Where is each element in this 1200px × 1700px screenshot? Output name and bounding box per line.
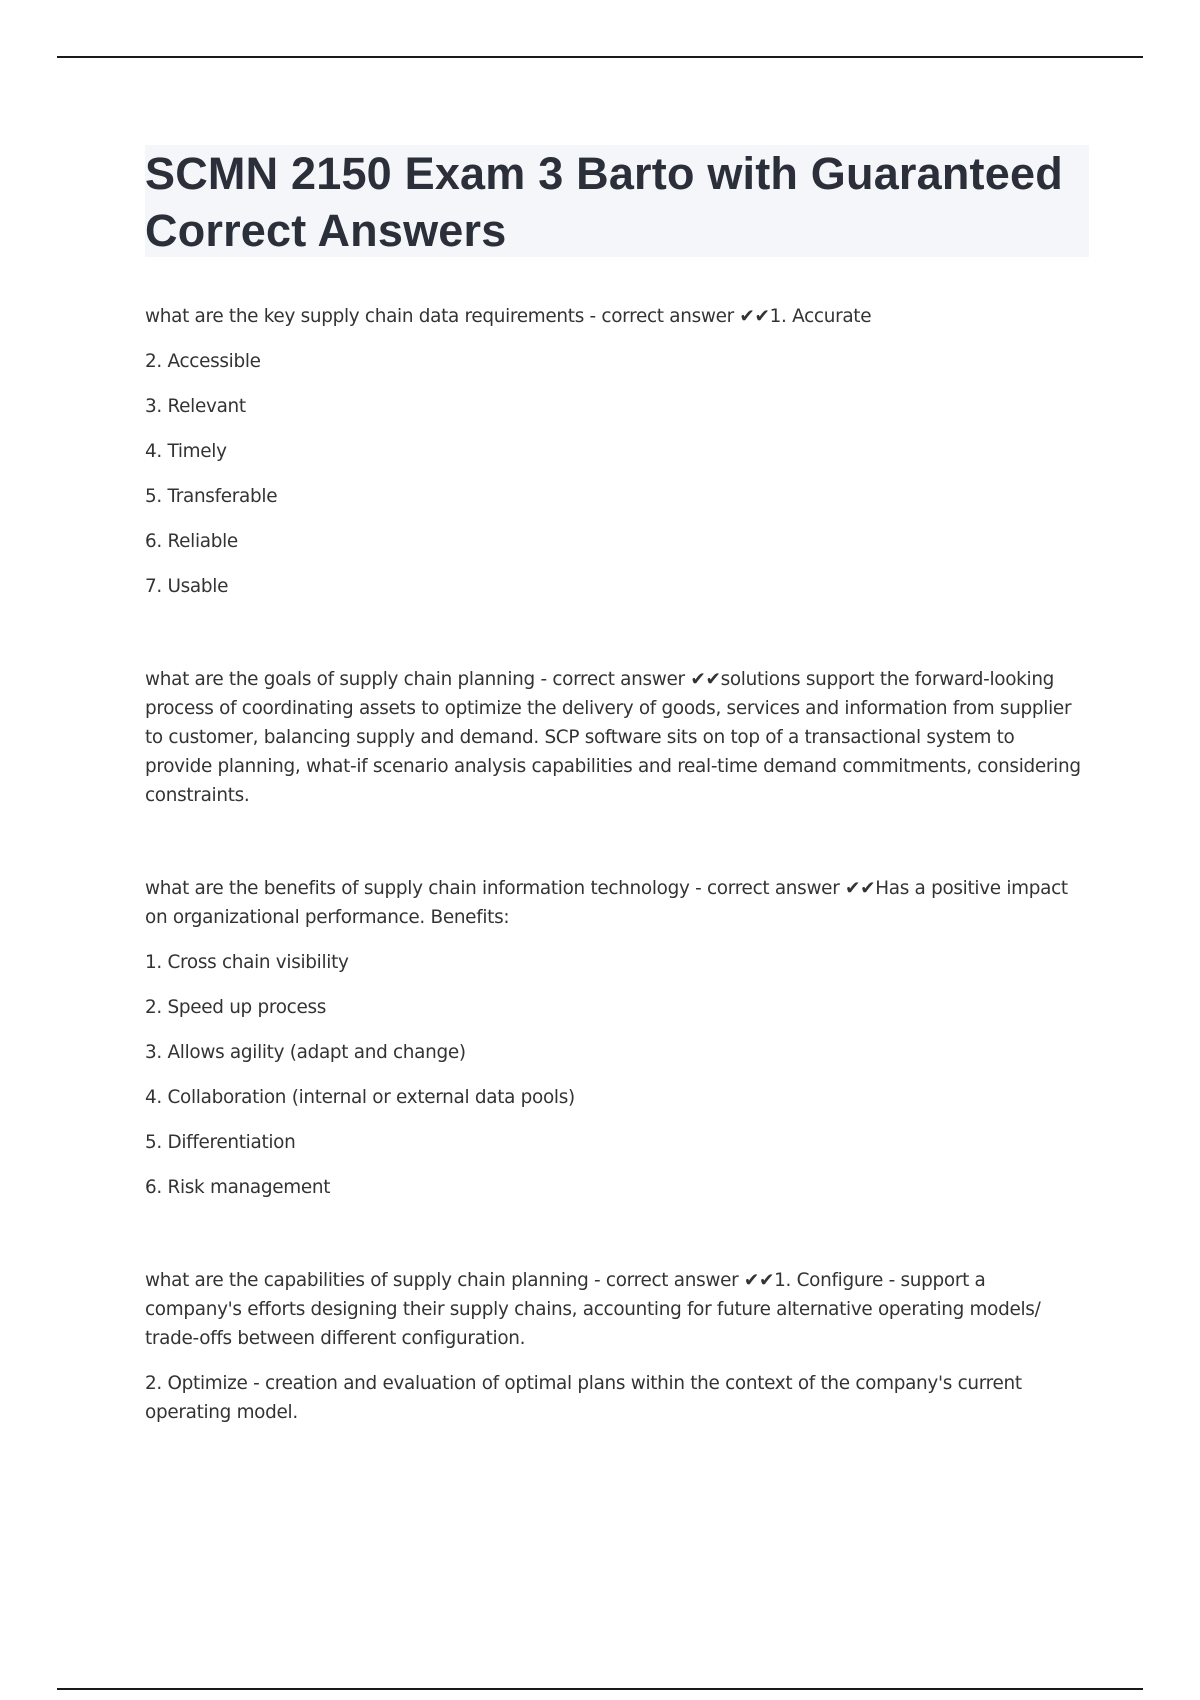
question-line <box>145 1266 1085 1353</box>
list-item: 4. Timely <box>145 441 227 462</box>
answer-text: solutions support the forward-looking process of coordinating assets to optimize the delivery of goods, services and information from supplier to customer, balancing supply and demand. SCP software sits on top of a transactional system to provide planning, what-if scenario analysis capabilities and real-time demand commitments, considering constraints. <box>145 669 1081 806</box>
list-item: 7. Usable <box>145 576 229 597</box>
answer-text: Has a positive impact on organizational performance. Benefits: <box>145 878 1068 928</box>
list-item: 6. Reliable <box>145 531 238 552</box>
question-text: what are the goals of supply chain planning - correct answer <box>145 669 685 690</box>
list-item: 3. Relevant <box>145 396 246 417</box>
title-block <box>145 145 1089 257</box>
list-item: 4. Collaboration (internal or external data pools) <box>145 1087 575 1108</box>
document-body <box>145 302 1085 1443</box>
double-check-icon: ✔✔ <box>739 306 770 327</box>
double-check-icon: ✔✔ <box>743 1270 775 1291</box>
qa-block <box>145 665 1085 810</box>
answer-text: 1. Accurate <box>769 306 872 327</box>
list-item: 6. Risk management <box>145 1177 331 1198</box>
list-item: 5. Transferable <box>145 486 278 507</box>
qa-block <box>145 1266 1085 1427</box>
question-text: what are the key supply chain data requirements - correct answer <box>145 306 734 327</box>
document-title: SCMN 2150 Exam 3 Barto with Guaranteed Correct Answers <box>145 148 1063 256</box>
list-item: 2. Optimize - creation and evaluation of optimal plans within the context of the company's current operating model. <box>145 1373 1022 1423</box>
question-text: what are the benefits of supply chain information technology - correct answer <box>145 878 840 899</box>
list-item: 1. Cross chain visibility <box>145 952 349 973</box>
list-item: 5. Differentiation <box>145 1132 296 1153</box>
list-item: 3. Allows agility (adapt and change) <box>145 1042 466 1063</box>
bottom-rule <box>57 1688 1143 1690</box>
double-check-icon: ✔✔ <box>845 878 876 899</box>
question-line <box>145 302 1085 331</box>
answer-text: 1. Configure - support a company's efforts designing their supply chains, accounting for future alternative operating models/ trade-offs between different configuration. <box>145 1270 1041 1349</box>
list-item: 2. Speed up process <box>145 997 327 1018</box>
question-line <box>145 874 1085 932</box>
top-rule <box>57 56 1143 58</box>
list-item: 2. Accessible <box>145 351 261 372</box>
question-line <box>145 665 1085 810</box>
qa-block <box>145 302 1085 601</box>
question-text: what are the capabilities of supply chain planning - correct answer <box>145 1270 739 1291</box>
qa-block <box>145 874 1085 1202</box>
double-check-icon: ✔✔ <box>690 669 721 690</box>
